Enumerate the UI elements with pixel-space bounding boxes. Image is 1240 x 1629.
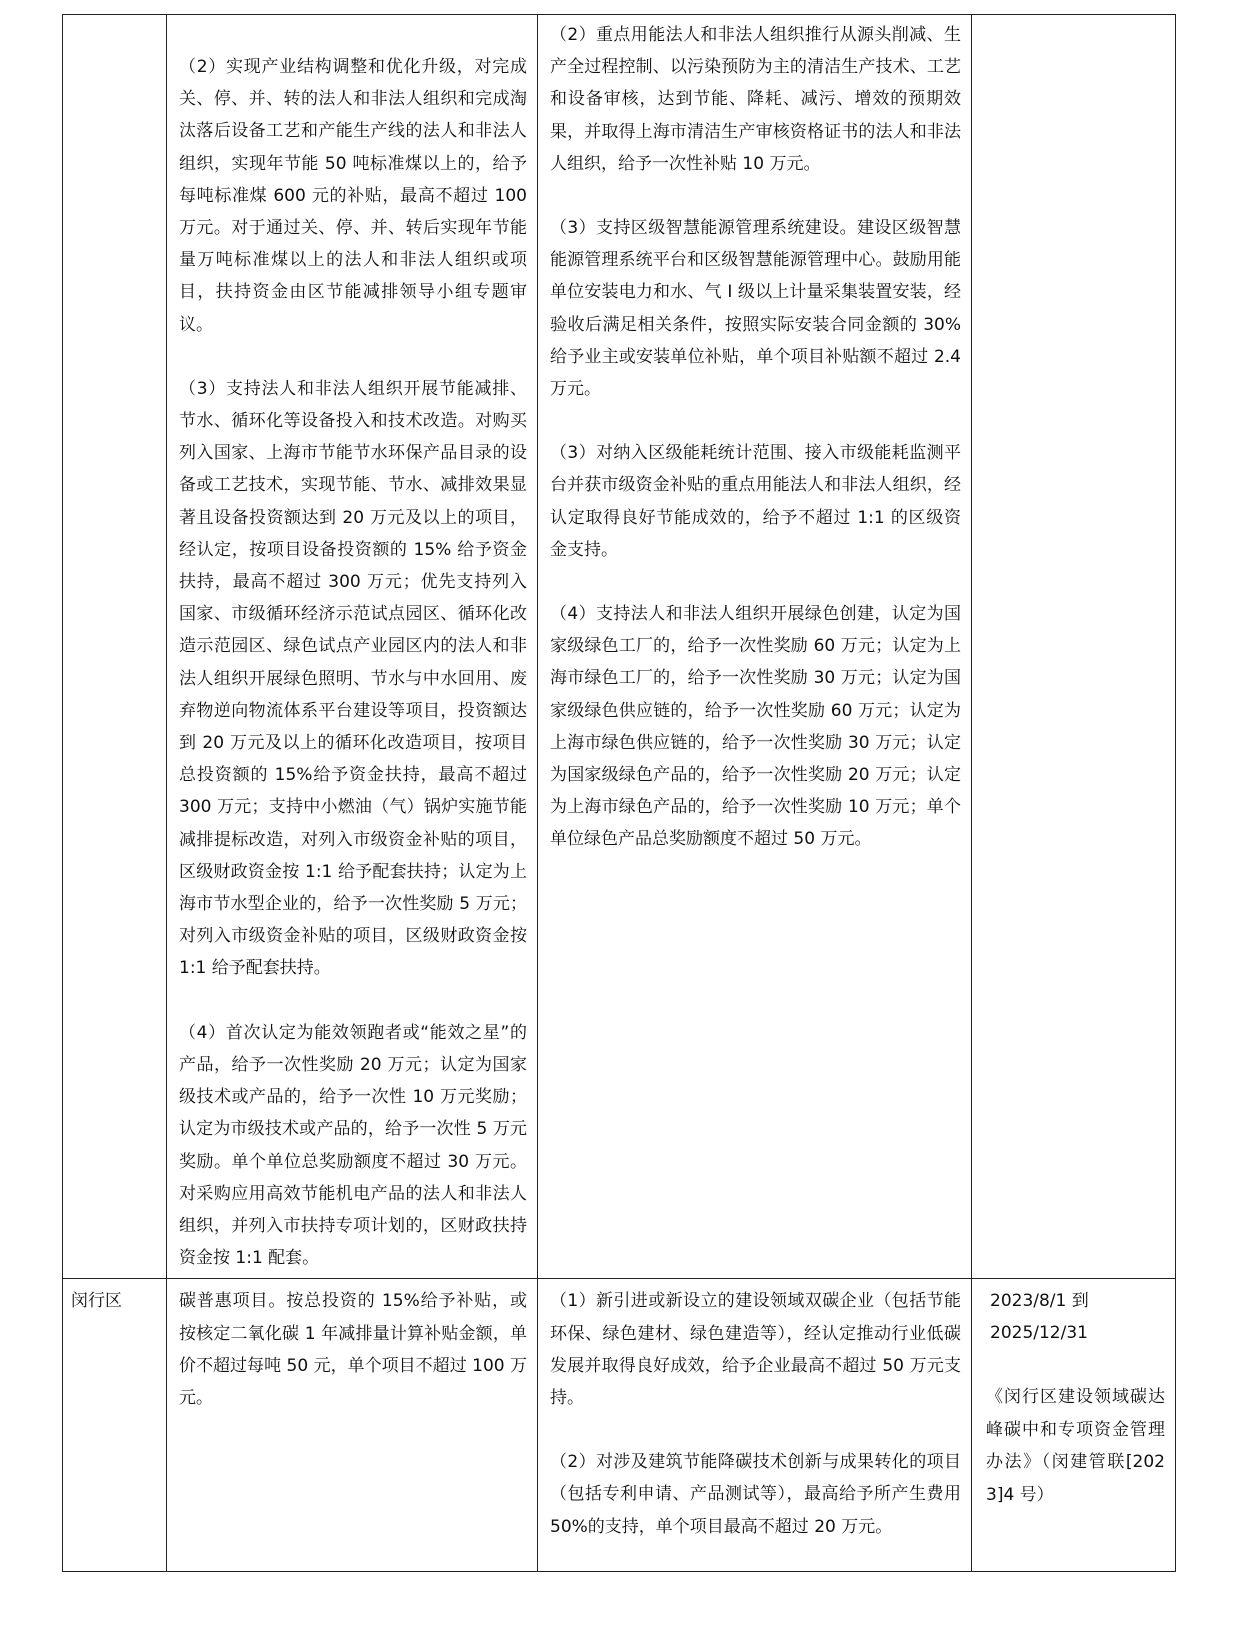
period-policy-cell [972,1279,1176,1572]
measure-paragraph: （3）支持区级智慧能源管理系统建设。建设区级智慧能源管理系统平台和区级智慧能源管理中心。鼓励用能单位安装电力和水、气 I 级以上计量采集装置安装，经验收后满足相关条件，按照实际安装合同金额的 30%给予业主或安装单位补贴，单个项目补贴额不超过 2.4 万元。 [550,218,961,400]
district-name: 闵行区 [71,1291,122,1312]
district-cell [63,15,167,1279]
table-row [63,1279,1176,1572]
measure-paragraph: （3）对纳入区级能耗统计范围、接入市级能耗监测平台并获市级资金补贴的重点用能法人和非法人组织，经认定取得良好节能成效的，给予不超过 1:1 的区级资金支持。 [550,443,961,560]
measure-paragraph: （2）实现产业结构调整和优化升级，对完成关、停、并、转的法人和非法人组织和完成淘汰落后设备工艺和产能生产线的法人和非法人组织，实现年节能 50 吨标准煤以上的，给予每吨标准煤 600 元的补贴，最高不超过 100 万元。对于通过关、停、并、转后实现年节能量万吨标准煤以上的法人和非法人组织或项目，扶持资金由区节能减排领导小组专题审议。 [179,57,527,335]
measure-paragraph: 碳普惠项目。按总投资的 15%给予补贴，或按核定二氧化碳 1 年减排量计算补贴金额，单价不超过每吨 50 元，单个项目不超过 100 万元。 [179,1291,527,1408]
measure-paragraph: （4）首次认定为能效领跑者或“能效之星”的产品，给予一次性奖励 20 万元；认定为国家级技术或产品的，给予一次性 10 万元奖励；认定为市级技术或产品的，给予一次性 5 万元奖励。单个单位总奖励额度不超过 30 万元。对采购应用高效节能机电产品的法人和非法人组织，并列入市扶持专项计划的，区财政扶持资金按 1:1 配套。 [179,1022,527,1269]
measure-paragraph: （4）支持法人和非法人组织开展绿色创建，认定为国家级绿色工厂的，给予一次性奖励 60 万元；认定为上海市绿色工厂的，给予一次性奖励 30 万元；认定为国家级绿色供应链的，给予一次性奖励 60 万元；认定为上海市绿色供应链的，给予一次性奖励 30 万元；认定为国家级绿色产品的，给予一次性奖励 20 万元；认定为上海市绿色产品的，给予一次性奖励 10 万元；单个单位绿色产品总奖励额度不超过 50 万元。 [550,604,961,850]
table-row [63,15,1176,1279]
measure-paragraph: （1）新引进或新设立的建设领域双碳企业（包括节能环保、绿色建材、绿色建造等），经认定推动行业低碳发展并取得良好成效，给予企业最高不超过 50 万元支持。 [550,1291,961,1408]
period-policy-cell [972,15,1176,1279]
policy-document-name: 《闵行区建设领域碳达峰碳中和专项资金管理办法》（闵建管联[2023]4 号） [986,1387,1165,1505]
support-measures-cell [538,15,972,1279]
measure-paragraph: （2）重点用能法人和非法人组织推行从源头削减、生产全过程控制、以污染预防为主的清洁生产技术、工艺和设备审核，达到节能、降耗、减污、增效的预期效果，并取得上海市清洁生产审核资格证书的法人和非法人组织，给予一次性补贴 10 万元。 [550,25,961,174]
validity-period-end: 2025/12/31 [990,1323,1088,1344]
measure-paragraph: （2）对涉及建筑节能降碳技术创新与成果转化的项目（包括专利申请、产品测试等），最高给予所产生费用 50%的支持，单个项目最高不超过 20 万元。 [550,1452,961,1537]
measure-paragraph: （3）支持法人和非法人组织开展节能减排、节水、循环化等设备投入和技术改造。对购买列入国家、上海市节能节水环保产品目录的设备或工艺技术，实现节能、节水、减排效果显著且设备投资额达到 20 万元及以上的项目，经认定，按项目设备投资额的 15% 给予资金扶持，最高不超过 300 万元；优先支持列入国家、市级循环经济示范试点园区、循环化改造示范园区、绿色试点产业园区内的法人和非法人组织开展绿色照明、节水与中水回用、废弃物逆向物流体系平台建设等项目，投资额达到 20 万元及以上的循环化改造项目，按项目总投资额的 15%给予资金扶持，最高不超过 300 万元；支持中小燃油（气）锅炉实施节能减排提标改造，对列入市级资金补贴的项目，区级财政资金按 1:1 给予配套扶持；认定为上海市节水型企业的，给予一次性奖励 5 万元；对列入市级资金补贴的项目，区级财政资金按 1:1 给予配套扶持。 [179,378,527,979]
validity-period-start: 2023/8/1 到 [990,1291,1089,1312]
district-cell [63,1279,167,1572]
policy-table [62,14,1176,1572]
support-measures-cell [167,15,538,1279]
support-measures-cell [538,1279,972,1572]
support-measures-cell [167,1279,538,1572]
